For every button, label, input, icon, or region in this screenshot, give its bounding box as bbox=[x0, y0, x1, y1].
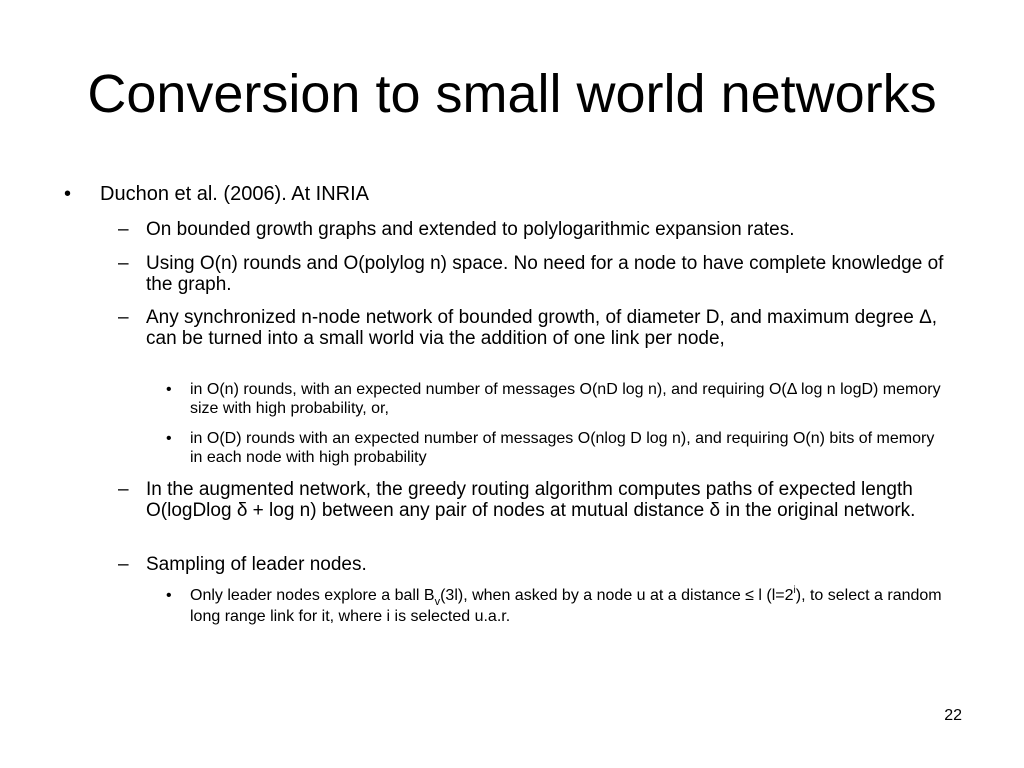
slide-title: Conversion to small world networks bbox=[87, 64, 937, 124]
bullet-marker: • bbox=[166, 381, 172, 398]
bullet-text bbox=[190, 587, 970, 626]
bullet-text: In the augmented network, the greedy routing algorithm computes paths of expected length O(logDlog δ + log n) between any pair of nodes at mutual distance δ in the original network. bbox=[146, 479, 916, 521]
page-number: 22 bbox=[944, 707, 962, 724]
bullet-text: in O(D) rounds with an expected number of messages O(nlog D log n), and requiring O(n) bits of memory in each node with high probability bbox=[190, 430, 935, 466]
bullet-text: Any synchronized n-node network of bounded growth, of diameter D, and maximum degree Δ, can be turned into a small world via the addition of one link per node, bbox=[146, 307, 938, 349]
dash-marker: – bbox=[118, 253, 129, 274]
bullet-text-part: (3l), when asked by a node u at a distance ≤ l (l=2 bbox=[440, 587, 794, 604]
bullet-text: Using O(n) rounds and O(polylog n) space. No need for a node to have complete knowledge of the graph. bbox=[146, 253, 944, 295]
bullet-text-part: ), to select a random long range link for it, where i is selected u.a.r. bbox=[190, 587, 942, 625]
dash-marker: – bbox=[118, 307, 129, 328]
subscript-text: v bbox=[434, 596, 441, 608]
bullet-text-part: Only leader nodes explore a ball B bbox=[190, 587, 435, 604]
bullet-text: Sampling of leader nodes. bbox=[146, 554, 367, 575]
bullet-marker: • bbox=[64, 183, 72, 205]
bullet-text: Duchon et al. (2006). At INRIA bbox=[100, 183, 370, 205]
bullet-text: in O(n) rounds, with an expected number of messages O(nD log n), and requiring O(Δ log n logD) memory size with high probability, or, bbox=[190, 381, 941, 417]
dash-marker: – bbox=[118, 479, 129, 500]
bullet-marker: • bbox=[166, 430, 172, 447]
bullet-marker: • bbox=[166, 587, 172, 604]
dash-marker: – bbox=[118, 554, 129, 575]
dash-marker: – bbox=[118, 219, 129, 240]
bullet-text: On bounded growth graphs and extended to polylogarithmic expansion rates. bbox=[146, 219, 795, 240]
superscript-text: i bbox=[793, 585, 796, 596]
